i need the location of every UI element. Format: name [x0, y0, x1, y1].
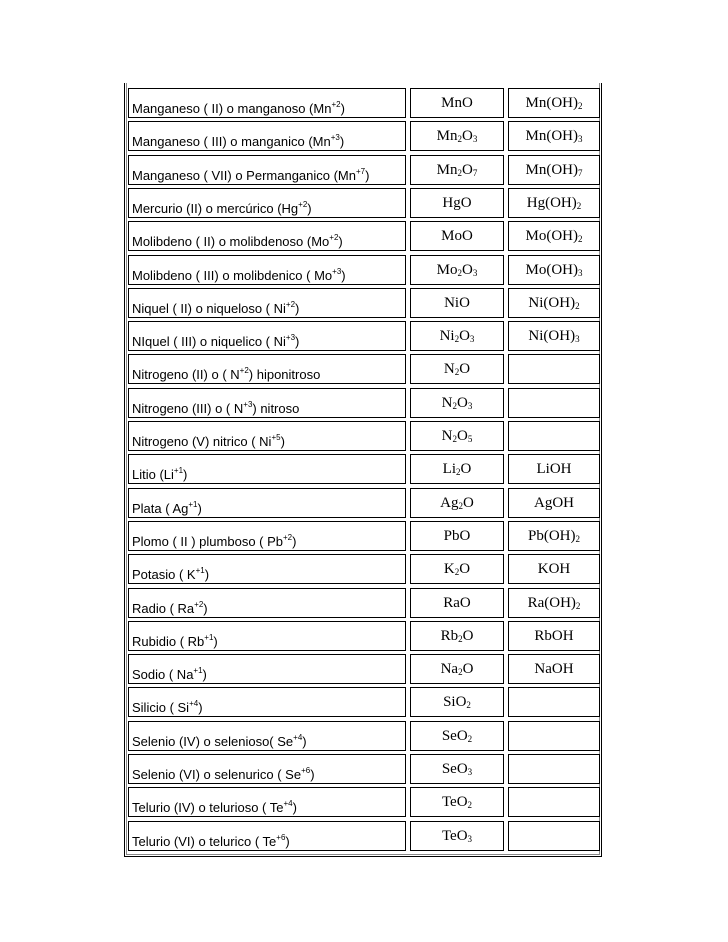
formula-subscript: 2 — [458, 634, 463, 644]
compound-name-cell — [128, 155, 406, 185]
compound-name-cell — [128, 721, 406, 751]
name-suffix: ) — [202, 667, 207, 682]
compound-name-cell — [128, 654, 406, 684]
compound-name-cell — [128, 454, 406, 484]
oxide-formula-cell — [410, 221, 504, 251]
formula-subscript: 2 — [575, 301, 580, 311]
formula-part: TeO — [441, 828, 468, 844]
formula-part: O — [462, 628, 474, 644]
formula-part: O — [457, 428, 468, 444]
hydroxide-formula-cell — [508, 554, 600, 584]
element-name: Selenio (VI) o selenurico ( Se — [132, 767, 302, 782]
oxide-formula-cell — [410, 188, 504, 218]
formula-part: Mo(OH) — [525, 228, 578, 244]
formula-part: AgOH — [534, 495, 574, 511]
oxidation-state: +2 — [331, 100, 341, 109]
formula-part: PbO — [443, 528, 471, 544]
formula-part: K — [443, 561, 455, 577]
element-name: Plomo ( II ) plumboso ( Pb — [132, 534, 283, 549]
name-suffix: ) — [197, 501, 202, 516]
compound-name-cell — [128, 821, 406, 851]
element-name: Sodio ( Na — [132, 667, 194, 682]
hydroxide-formula-cell — [508, 687, 600, 717]
oxide-formula-cell — [410, 255, 504, 285]
element-name: Mercurio (II) o mercúrico (Hg — [132, 201, 299, 216]
formula-part: O — [462, 262, 473, 278]
oxide-formula-cell — [410, 488, 504, 518]
formula-part: RaO — [443, 595, 471, 611]
formula-part: SeO — [441, 728, 468, 744]
hydroxide-formula-cell — [508, 787, 600, 817]
oxide-formula-cell — [410, 155, 504, 185]
hydroxide-formula-cell — [508, 88, 600, 118]
oxide-formula-cell — [410, 621, 504, 651]
formula-subscript: 2 — [457, 268, 462, 278]
formula-part: Hg(OH) — [526, 195, 577, 211]
element-name: Rubidio ( Rb — [132, 634, 205, 649]
compound-name-cell — [128, 388, 406, 418]
formula-part: NiO — [444, 295, 470, 311]
oxidation-state: +1 — [188, 500, 198, 509]
formula-part: O — [462, 661, 474, 677]
formula-part: N — [441, 428, 453, 444]
oxide-formula-cell — [410, 421, 504, 451]
name-suffix: ) — [183, 467, 188, 482]
formula-subscript: 3 — [578, 268, 583, 278]
formula-part: Mn — [436, 162, 458, 178]
oxidation-state: +2 — [285, 300, 296, 309]
hydroxide-formula-cell — [508, 221, 600, 251]
element-name: Silicio ( Si — [132, 700, 190, 715]
compound-name-cell — [128, 687, 406, 717]
oxidation-state: +7 — [356, 167, 366, 176]
oxidation-state: +3 — [285, 333, 296, 342]
element-name: Manganeso ( II) o manganoso (Mn — [132, 101, 332, 116]
compound-name-cell — [128, 188, 406, 218]
name-suffix: ) — [339, 134, 345, 149]
oxidation-state: +1 — [193, 666, 203, 675]
oxide-formula-cell — [410, 321, 504, 351]
oxide-formula-cell — [410, 521, 504, 551]
formula-subscript: 2 — [576, 201, 582, 211]
formula-part: TeO — [441, 794, 468, 810]
compound-name-cell — [128, 221, 406, 251]
name-suffix: ) — [295, 334, 300, 349]
oxide-formula-cell — [410, 821, 504, 851]
compound-name-cell — [128, 521, 406, 551]
hydroxide-formula-cell — [508, 155, 600, 185]
oxide-formula-cell — [410, 388, 504, 418]
oxidation-state: +2 — [298, 200, 308, 209]
name-suffix: ) — [338, 234, 343, 249]
hydroxide-formula-cell — [508, 488, 600, 518]
formula-subscript: 2 — [575, 534, 580, 544]
formula-subscript: 2 — [452, 434, 457, 444]
formula-part: O — [459, 561, 471, 577]
hydroxide-formula-cell — [508, 721, 600, 751]
formula-part: O — [459, 361, 471, 377]
formula-subscript: 3 — [575, 334, 580, 344]
oxidation-state: +1 — [173, 466, 184, 475]
oxidation-state: +5 — [271, 433, 281, 442]
formula-part: KOH — [537, 561, 571, 577]
formula-subscript: 3 — [578, 134, 583, 144]
oxidation-state: +3 — [332, 267, 342, 276]
hydroxide-formula-cell — [508, 121, 600, 151]
element-name: NIquel ( III) o niquelico ( Ni — [132, 334, 286, 349]
formula-part: Rb — [440, 628, 459, 644]
oxidation-state: +2 — [194, 600, 204, 609]
compound-name-cell — [128, 321, 406, 351]
name-suffix: ) — [295, 301, 300, 316]
formula-subscript: 2 — [578, 101, 583, 111]
element-name: Telurio (IV) o telurioso ( Te — [132, 800, 284, 815]
oxide-formula-cell — [410, 787, 504, 817]
formula-subscript: 2 — [578, 234, 583, 244]
name-suffix: ) — [204, 567, 210, 582]
hydroxide-formula-cell — [508, 521, 600, 551]
hydroxide-formula-cell — [508, 588, 600, 618]
oxide-formula-cell — [410, 654, 504, 684]
element-name: Radio ( Ra — [132, 601, 195, 616]
oxidation-state: +2 — [239, 366, 249, 375]
formula-part: LiOH — [536, 461, 572, 477]
element-name: Plata ( Ag — [132, 501, 189, 516]
formula-part: MoO — [441, 228, 473, 244]
element-name: Nitrogeno (III) o ( N — [132, 401, 244, 416]
formula-part: O — [457, 395, 468, 411]
formula-part: O — [459, 328, 470, 344]
element-name: Litio (Li — [132, 467, 174, 482]
oxidation-state: +4 — [293, 733, 303, 742]
formula-subscript: 2 — [454, 567, 460, 577]
formula-part: Ra(OH) — [527, 595, 576, 611]
element-name: Selenio (IV) o selenioso( Se — [132, 734, 294, 749]
oxide-formula-cell — [410, 554, 504, 584]
formula-subscript: 5 — [467, 434, 473, 444]
formula-subscript: 2 — [454, 367, 460, 377]
formula-part: Mn(OH) — [525, 162, 578, 178]
oxidation-state: +1 — [204, 633, 214, 642]
hydroxide-formula-cell — [508, 754, 600, 784]
hydroxide-formula-cell — [508, 621, 600, 651]
oxidation-state: +6 — [301, 766, 311, 775]
formula-part: N — [443, 361, 455, 377]
formula-part: Pb(OH) — [528, 528, 576, 544]
element-name: Molibdeno ( II) o molibdenoso (Mo — [132, 234, 330, 249]
name-suffix: ) — [365, 168, 370, 183]
formula-part: SiO — [443, 694, 467, 710]
oxide-formula-cell — [410, 354, 504, 384]
formula-part: Li — [442, 461, 456, 477]
hydroxide-formula-cell — [508, 288, 600, 318]
compound-name-cell — [128, 88, 406, 118]
name-suffix: ) nitroso — [252, 401, 300, 416]
formula-subscript: 3 — [469, 334, 475, 344]
formula-subscript: 2 — [466, 700, 471, 710]
formula-part: HgO — [442, 195, 472, 211]
oxidation-state: +2 — [283, 533, 293, 542]
name-suffix: ) — [341, 268, 346, 283]
formula-subscript: 3 — [467, 834, 473, 844]
formula-part: Mo(OH) — [525, 262, 578, 278]
compound-name-cell — [128, 121, 406, 151]
hydroxide-formula-cell — [508, 454, 600, 484]
formula-part: O — [463, 495, 474, 511]
element-name: Manganeso ( VII) o Permanganico (Mn — [132, 168, 356, 183]
compound-name-cell — [128, 488, 406, 518]
oxidation-state: +1 — [195, 566, 205, 575]
oxide-formula-cell — [410, 288, 504, 318]
hydroxide-formula-cell — [508, 188, 600, 218]
name-suffix: ) — [292, 534, 297, 549]
formula-part: MnO — [441, 95, 473, 111]
name-suffix: ) — [292, 800, 297, 815]
element-name: Nitrogeno (II) o ( N — [132, 367, 240, 382]
formula-subscript: 7 — [472, 168, 478, 178]
formula-part: RbOH — [534, 628, 574, 644]
element-name: Telurio (VI) o telurico ( Te — [132, 834, 277, 849]
name-suffix: ) hiponitroso — [248, 367, 321, 382]
formula-subscript: 2 — [457, 168, 462, 178]
oxidation-state: +2 — [329, 233, 339, 242]
formula-subscript: 2 — [458, 667, 463, 677]
compound-name-cell — [128, 354, 406, 384]
formula-subscript: 3 — [472, 134, 478, 144]
hydroxide-formula-cell — [508, 354, 600, 384]
formula-subscript: 2 — [575, 601, 581, 611]
formula-subscript: 3 — [467, 767, 473, 777]
oxide-formula-cell — [410, 721, 504, 751]
name-suffix: ) — [302, 734, 307, 749]
formula-part: Na — [440, 661, 459, 677]
oxidation-state: +3 — [243, 400, 253, 409]
name-suffix: ) — [340, 101, 345, 116]
formula-part: N — [441, 395, 453, 411]
compound-name-cell — [128, 421, 406, 451]
formula-subscript: 2 — [458, 501, 463, 511]
element-name: Manganeso ( III) o manganico (Mn — [132, 134, 331, 149]
formula-part: Mn — [436, 128, 458, 144]
oxide-formula-cell — [410, 687, 504, 717]
oxide-formula-cell — [410, 454, 504, 484]
oxidation-state: +4 — [283, 799, 293, 808]
formula-subscript: 2 — [456, 467, 461, 477]
formula-subscript: 2 — [467, 734, 473, 744]
compound-name-cell — [128, 255, 406, 285]
formula-part: Mo — [436, 262, 458, 278]
oxide-formula-cell — [410, 588, 504, 618]
hydroxide-formula-cell — [508, 388, 600, 418]
oxidation-state: +4 — [189, 699, 199, 708]
hydroxide-formula-cell — [508, 654, 600, 684]
compound-name-cell — [128, 754, 406, 784]
name-suffix: ) — [307, 201, 312, 216]
oxidation-state: +3 — [330, 133, 340, 142]
oxidation-state: +6 — [276, 833, 286, 842]
oxide-formula-cell — [410, 88, 504, 118]
compound-name-cell — [128, 554, 406, 584]
formula-part: Ni(OH) — [528, 295, 576, 311]
element-name: Niquel ( II) o niqueloso ( Ni — [132, 301, 286, 316]
formula-subscript: 7 — [578, 168, 583, 178]
formula-part: Mn(OH) — [525, 128, 578, 144]
formula-subscript: 3 — [472, 268, 478, 278]
formula-subscript: 2 — [452, 401, 457, 411]
formula-part: Ni(OH) — [528, 328, 576, 344]
compound-name-cell — [128, 787, 406, 817]
oxide-formula-cell — [410, 754, 504, 784]
formula-subscript: 2 — [467, 800, 473, 810]
name-suffix: ) — [198, 700, 203, 715]
name-suffix: ) — [213, 634, 218, 649]
hydroxide-formula-cell — [508, 421, 600, 451]
formula-subscript: 2 — [454, 334, 460, 344]
oxide-formula-cell — [410, 121, 504, 151]
formula-part: Ni — [439, 328, 455, 344]
name-suffix: ) — [203, 601, 208, 616]
name-suffix: ) — [285, 834, 290, 849]
formula-part: O — [462, 162, 473, 178]
compound-name-cell — [128, 588, 406, 618]
compound-name-cell — [128, 288, 406, 318]
element-name: Nitrogeno (V) nitrico ( Ni — [132, 434, 272, 449]
formula-part: Ag — [440, 495, 459, 511]
formula-subscript: 3 — [467, 401, 473, 411]
formula-part: SeO — [441, 761, 468, 777]
hydroxide-formula-cell — [508, 255, 600, 285]
formula-part: NaOH — [534, 661, 574, 677]
hydroxide-formula-cell — [508, 321, 600, 351]
formula-subscript: 2 — [457, 134, 462, 144]
element-name: Potasio ( K — [132, 567, 196, 582]
hydroxide-formula-cell — [508, 821, 600, 851]
formula-part: Mn(OH) — [525, 95, 578, 111]
formula-part: O — [460, 461, 472, 477]
name-suffix: ) — [280, 434, 285, 449]
formula-part: O — [462, 128, 473, 144]
element-name: Molibdeno ( III) o molibdenico ( Mo — [132, 268, 333, 283]
compound-name-cell — [128, 621, 406, 651]
name-suffix: ) — [310, 767, 315, 782]
